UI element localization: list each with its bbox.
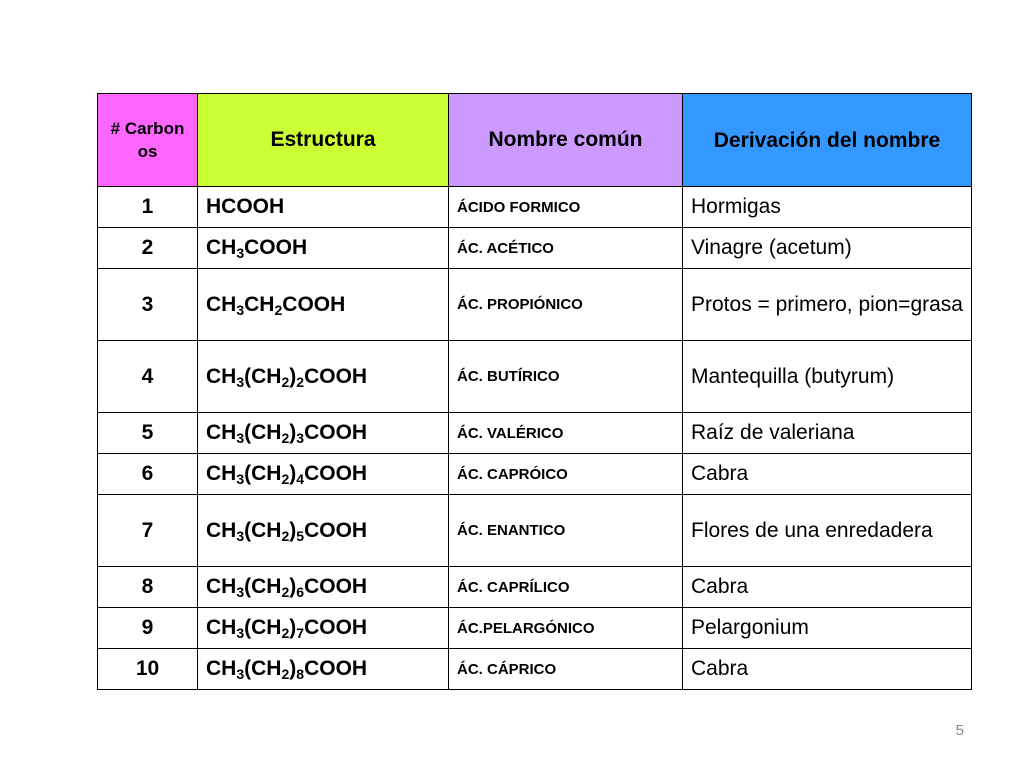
structure-formula-cell — [198, 454, 449, 495]
table-row — [98, 608, 972, 649]
formula-subscript: 3 — [236, 527, 245, 544]
formula-subscript: 3 — [236, 666, 245, 682]
name-derivation-cell: Cabra — [683, 567, 972, 608]
formula-text: CH — [206, 364, 237, 388]
carbon-count-cell: 7 — [98, 495, 198, 567]
common-name-cell: ÁC. BUTÍRICO — [449, 341, 683, 413]
structure-formula-cell — [198, 567, 449, 608]
carbon-count-cell: 6 — [98, 454, 198, 495]
formula-text: CH — [206, 518, 237, 542]
carbon-count-cell: 1 — [98, 187, 198, 228]
common-name-cell: ÁCIDO FORMICO — [449, 187, 683, 228]
carbon-count-cell: 3 — [98, 269, 198, 341]
name-derivation-cell: Raíz de valeriana — [683, 413, 972, 454]
carboxylic-acids-table — [97, 93, 972, 690]
header-structure: Estructura — [198, 94, 449, 187]
structure-formula-cell — [198, 649, 449, 690]
table-row — [98, 413, 972, 454]
structure-formula-cell — [198, 228, 449, 269]
carbon-count-cell: 4 — [98, 341, 198, 413]
formula-text: ) — [289, 657, 297, 680]
name-derivation-cell: Cabra — [683, 454, 972, 495]
formula-subscript: 3 — [296, 430, 305, 446]
table-body — [98, 187, 972, 690]
formula-text: (CH — [244, 364, 282, 388]
formula-subscript: 8 — [296, 666, 305, 682]
name-derivation-cell: Protos = primero, pion=grasa — [683, 269, 972, 341]
structure-formula-cell — [198, 608, 449, 649]
formula-text: CH — [206, 292, 237, 316]
formula-text: COOH — [304, 616, 368, 639]
header-common-name: Nombre común — [449, 94, 683, 187]
formula-subscript: 2 — [281, 584, 290, 600]
formula-text: COOH — [304, 657, 368, 680]
formula-text: COOH — [304, 364, 368, 388]
carbon-count-cell: 8 — [98, 567, 198, 608]
formula-subscript: 2 — [296, 373, 305, 390]
formula-text: COOH — [304, 462, 368, 485]
common-name-cell: ÁC.PELARGÓNICO — [449, 608, 683, 649]
table-row — [98, 228, 972, 269]
common-name-cell: ÁC. CAPRÓICO — [449, 454, 683, 495]
formula-text: ) — [289, 364, 297, 388]
table-row — [98, 567, 972, 608]
structure-formula-cell — [198, 495, 449, 567]
formula-text: CH — [206, 462, 237, 485]
formula-text: ) — [289, 518, 297, 542]
formula-subscript: 3 — [236, 373, 245, 390]
table-row — [98, 649, 972, 690]
common-name-cell: ÁC. VALÉRICO — [449, 413, 683, 454]
structure-formula-cell — [198, 341, 449, 413]
header-name-derivation: Derivación del nombre — [683, 94, 972, 187]
name-derivation-cell: Flores de una enredadera — [683, 495, 972, 567]
name-derivation-cell: Mantequilla (butyrum) — [683, 341, 972, 413]
formula-text: COOH — [304, 518, 368, 542]
formula-subscript: 2 — [281, 430, 290, 446]
formula-text: COOH — [244, 236, 308, 259]
structure-formula-cell — [198, 269, 449, 341]
formula-text: ) — [289, 462, 297, 485]
formula-text: (CH — [244, 421, 282, 444]
carbon-count-cell: 10 — [98, 649, 198, 690]
formula-text: CH — [244, 292, 275, 316]
name-derivation-cell: Pelargonium — [683, 608, 972, 649]
formula-subscript: 3 — [236, 471, 245, 487]
formula-text: ) — [289, 616, 297, 639]
table-row — [98, 269, 972, 341]
header-row — [98, 94, 972, 187]
formula-text: CH — [206, 616, 237, 639]
formula-subscript: 3 — [236, 625, 245, 641]
formula-text: (CH — [244, 575, 282, 598]
carbon-count-cell: 9 — [98, 608, 198, 649]
formula-subscript: 2 — [281, 625, 290, 641]
carbon-count-cell: 2 — [98, 228, 198, 269]
formula-subscript: 6 — [296, 584, 305, 600]
formula-subscript: 3 — [236, 301, 245, 318]
formula-text: (CH — [244, 518, 282, 542]
formula-subscript: 2 — [281, 666, 290, 682]
formula-text: ) — [289, 575, 297, 598]
common-name-cell: ÁC. CAPRÍLICO — [449, 567, 683, 608]
formula-text: (CH — [244, 657, 282, 680]
name-derivation-cell: Cabra — [683, 649, 972, 690]
carbon-count-cell: 5 — [98, 413, 198, 454]
formula-text: CH — [206, 575, 237, 598]
formula-subscript: 7 — [296, 625, 305, 641]
common-name-cell: ÁC. ENANTICO — [449, 495, 683, 567]
structure-formula-cell — [198, 413, 449, 454]
formula-subscript: 2 — [281, 527, 290, 544]
header-carbon-count: # Carbon os — [98, 94, 198, 187]
formula-text: (CH — [244, 462, 282, 485]
formula-text: CH — [206, 421, 237, 444]
table-row — [98, 187, 972, 228]
page-number: 5 — [955, 722, 964, 739]
formula-text: CH — [206, 657, 237, 680]
formula-subscript: 2 — [281, 471, 290, 487]
formula-text: COOH — [304, 421, 368, 444]
structure-formula-cell — [198, 187, 449, 228]
formula-text: (CH — [244, 616, 282, 639]
formula-subscript: 5 — [296, 527, 305, 544]
formula-subscript: 2 — [281, 373, 290, 390]
common-name-cell: ÁC. CÁPRICO — [449, 649, 683, 690]
name-derivation-cell: Hormigas — [683, 187, 972, 228]
formula-text: HCOOH — [206, 195, 285, 218]
name-derivation-cell: Vinagre (acetum) — [683, 228, 972, 269]
common-name-cell: ÁC. PROPIÓNICO — [449, 269, 683, 341]
formula-subscript: 3 — [236, 245, 245, 261]
table-row — [98, 495, 972, 567]
table-row — [98, 341, 972, 413]
formula-text: COOH — [304, 575, 368, 598]
formula-text: ) — [289, 421, 297, 444]
formula-text: COOH — [282, 292, 346, 316]
formula-subscript: 3 — [236, 430, 245, 446]
common-name-cell: ÁC. ACÉTICO — [449, 228, 683, 269]
formula-subscript: 3 — [236, 584, 245, 600]
formula-subscript: 2 — [274, 301, 283, 318]
table-row — [98, 454, 972, 495]
formula-subscript: 4 — [296, 471, 305, 487]
formula-text: CH — [206, 236, 237, 259]
